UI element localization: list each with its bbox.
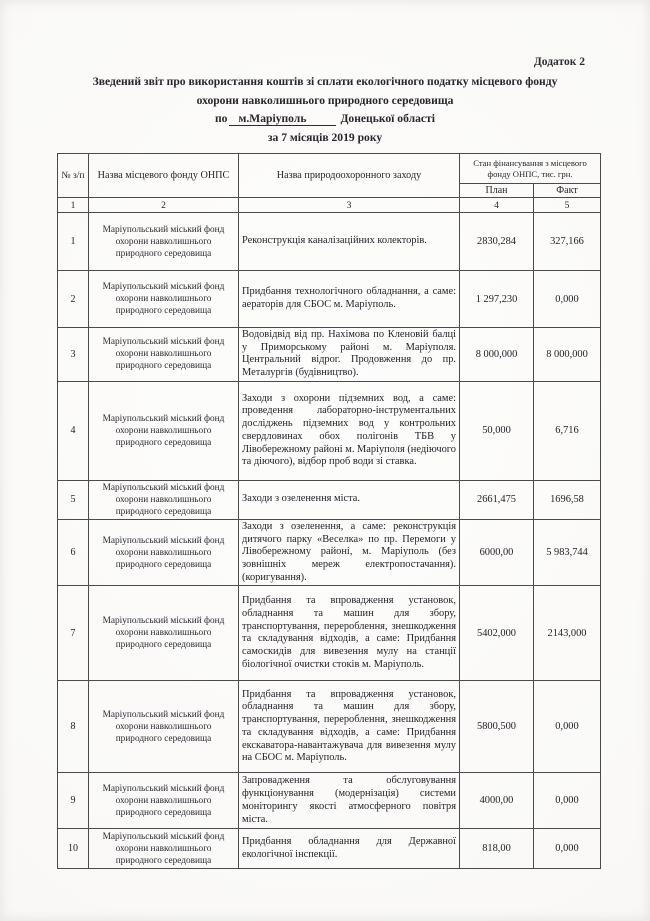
plan-value-cell: 4000,00 [460,773,534,829]
title-location [0,110,650,129]
measure-cell: Запровадження та обслуговування функціонування (модернізація) системи моніторингу якості атмосферного повітря міста. [239,773,460,829]
row-number-cell: 3 [58,328,89,382]
plan-value-cell: 50,000 [460,381,534,480]
header-plan: План [460,184,534,198]
fact-value-cell: 1696,58 [534,480,601,519]
table-row [58,271,601,328]
fund-name-cell: Маріупольський міський фонд охорони навколишнього природного середовища [89,519,239,586]
fact-value-cell: 2143,000 [534,586,601,681]
fund-name-cell: Маріупольський міський фонд охорони навколишнього природного середовища [89,586,239,681]
report-table [57,153,601,869]
measure-cell: Заходи з озеленення міста. [239,480,460,519]
plan-value-cell: 6000,00 [460,519,534,586]
row-number-cell: 6 [58,519,89,586]
fact-value-cell: 0,000 [534,271,601,328]
fact-value-cell: 0,000 [534,773,601,829]
column-number: 3 [239,198,460,213]
fact-value-cell: 0,000 [534,829,601,869]
row-number-cell: 9 [58,773,89,829]
fund-name-cell: Маріупольський міський фонд охорони навколишнього природного середовища [89,328,239,382]
table-row [58,586,601,681]
measure-cell: Заходи з охорони підземних вод, а саме: проведення лабораторно-інструментальних досліджень підземних вод у контрольних свердловинах обох полігонів ТБВ у Лівобережному районі м. Маріуполя (недіючого та діючого), відбор проб води зі ставка. [239,381,460,480]
fact-value-cell: 8 000,000 [534,328,601,382]
measure-cell: Придбання обладнання для Державної екологічної інспекції. [239,829,460,869]
column-number: 1 [58,198,89,213]
location-region: Донецької області [340,112,435,125]
plan-value-cell: 5402,000 [460,586,534,681]
row-number-cell: 5 [58,480,89,519]
plan-value-cell: 8 000,000 [460,328,534,382]
fund-name-cell: Маріупольський міський фонд охорони навколишнього природного середовища [89,271,239,328]
title-period: за 7 місяців 2019 року [267,130,383,144]
column-number: 4 [460,198,534,213]
fact-value-cell: 0,000 [534,681,601,773]
header-financing: Стан фінансування з місцевого фонду ОНПС, тис. грн. [460,154,601,184]
fund-name-cell: Маріупольський міський фонд охорони навколишнього природного середовища [89,773,239,829]
plan-value-cell: 2830,284 [460,213,534,271]
table-row [58,213,601,271]
document-title [0,73,650,147]
row-number-cell: 8 [58,681,89,773]
header-measure-name: Назва природоохоронного заходу [239,154,460,198]
title-line-2: охорони навколишнього природного середовища [196,93,454,107]
table-row [58,328,601,382]
table-row [58,829,601,869]
fund-name-cell: Маріупольський міський фонд охорони навколишнього природного середовища [89,381,239,480]
plan-value-cell: 818,00 [460,829,534,869]
fact-value-cell: 6,716 [534,381,601,480]
fund-name-cell: Маріупольський міський фонд охорони навколишнього природного середовища [89,480,239,519]
fund-name-cell: Маріупольський міський фонд охорони навколишнього природного середовища [89,829,239,869]
measure-cell: Заходи з озеленення, а саме: реконструкція дитячого парку «Веселка» по пр. Перемоги у Лівобережному районі, м. Маріуполь (без зовнішніх мереж електропостачання). (коригування). [239,519,460,586]
fund-name-cell: Маріупольський міський фонд охорони навколишнього природного середовища [89,213,239,271]
table-row [58,519,601,586]
measure-cell: Реконструкція каналізаційних колекторів. [239,213,460,271]
row-number-cell: 10 [58,829,89,869]
row-number-cell: 2 [58,271,89,328]
table-row [58,381,601,480]
column-number: 2 [89,198,239,213]
header-fact: Факт [534,184,601,198]
title-line-1: Зведений звіт про використання коштів зі сплати екологічного податку місцевого фонду [92,75,558,88]
location-prefix: по [215,112,228,125]
header-fund-name: Назва місцевого фонду ОНПС [89,154,239,198]
row-number-cell: 7 [58,586,89,681]
plan-value-cell: 5800,500 [460,681,534,773]
header-row [58,154,601,184]
column-number-row [58,198,601,213]
header-num: № з/п [58,154,89,198]
table-row [58,681,601,773]
plan-value-cell: 2661,475 [460,480,534,519]
measure-cell: Водовідвід від пр. Нахімова по Кленовій балці у Приморському районі м. Маріуполя. Центральний відрог. Продовження до пр. Металургів (будівництво). [239,328,460,382]
column-number: 5 [534,198,601,213]
location-city: м.Маріуполь [229,112,336,126]
fact-value-cell: 5 983,744 [534,519,601,586]
annex-label: Додаток 2 [533,56,585,68]
table-row [58,773,601,829]
fact-value-cell: 327,166 [534,213,601,271]
row-number-cell: 1 [58,213,89,271]
measure-cell: Придбання та впровадження установок, обладнання та машин для збору, транспортування, перероблення, знешкодження та складування відходів, а саме: Придбання самоскидів для вивезення мулу на станції біологічної очистки стоків м. Маріуполь. [239,586,460,681]
table-row [58,480,601,519]
measure-cell: Придбання та впровадження установок, обладнання та машин для збору, транспортування, перероблення, знешкодження та складування відходів, а саме: Придбання екскаватора-навантажувача для вивезення мулу на СБОС м. Маріуполь. [239,681,460,773]
plan-value-cell: 1 297,230 [460,271,534,328]
measure-cell: Придбання технологічного обладнання, а саме: аераторів для СБОС м. Маріуполь. [239,271,460,328]
fund-name-cell: Маріупольський міський фонд охорони навколишнього природного середовища [89,681,239,773]
row-number-cell: 4 [58,381,89,480]
